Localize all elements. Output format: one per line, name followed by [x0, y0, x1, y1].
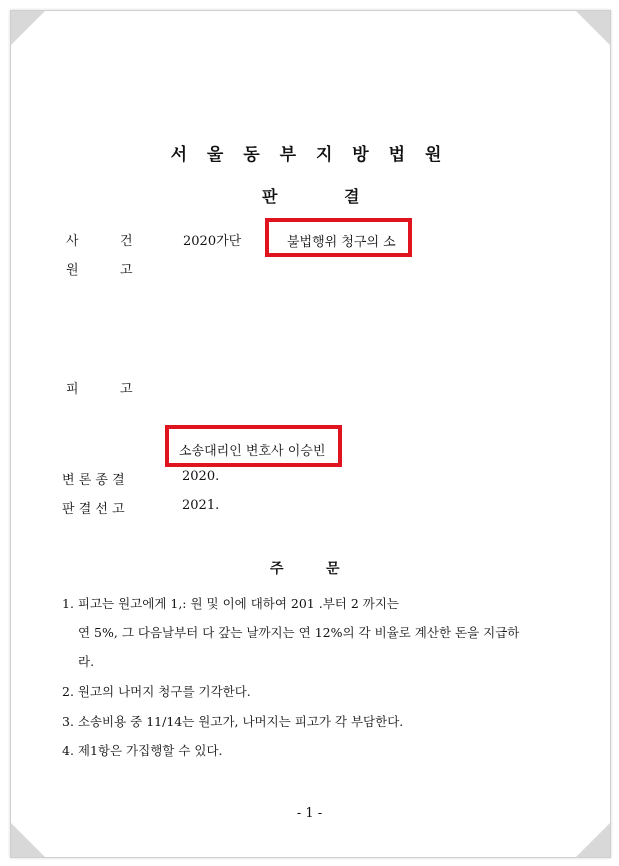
- plaintiff-label-char-1: 원: [66, 263, 79, 278]
- page-corner-fold-top-left: [11, 11, 45, 45]
- order-item-1-cont-2: 라.: [78, 654, 95, 669]
- page-corner-fold-top-right: [576, 11, 610, 45]
- counsel-highlight: [165, 425, 342, 467]
- order-item-1-cont-1: 연 5%, 그 다음날부터 다 갚는 날까지는 연 12%의 각 비율로 계산한 돈을 지급하: [78, 625, 520, 640]
- doc-title-left: 판: [262, 187, 278, 206]
- case-label-char-1: 사: [66, 234, 79, 249]
- order-item-2: 2. 원고의 나머지 청구를 기각한다.: [62, 684, 251, 699]
- verdict-label: 판 결 선 고: [62, 502, 125, 517]
- doc-title-right: 결: [344, 187, 360, 206]
- order-title-right: 문: [326, 561, 340, 577]
- hearing-date: 2020.: [182, 469, 220, 484]
- case-number: 2020가단: [183, 234, 242, 249]
- verdict-date: 2021.: [182, 498, 220, 513]
- page-number: - 1 -: [296, 806, 323, 821]
- page-corner-fold-bottom-right: [576, 823, 610, 857]
- court-name: 서 울 동 부 지 방 법 원: [170, 145, 449, 165]
- page-corner-fold-bottom-left: [11, 823, 45, 857]
- order-title-left: 주: [270, 561, 284, 577]
- order-item-4: 4. 제1항은 가집행할 수 있다.: [62, 743, 223, 758]
- hearing-label: 변 론 종 결: [62, 473, 125, 488]
- case-name: 불법행위 청구의 소: [287, 235, 396, 250]
- plaintiff-label-char-2: 고: [120, 263, 133, 278]
- case-label-char-2: 건: [120, 234, 133, 249]
- order-item-1: 1. 피고는 원고에게 1,: 원 및 이에 대하여 201 .부터 2 까지는: [62, 596, 399, 611]
- order-item-3: 3. 소송비용 중 11/14는 원고가, 나머지는 피고가 각 부담한다.: [62, 714, 404, 729]
- counsel-name: 소송대리인 변호사 이승빈: [179, 444, 326, 459]
- defendant-label-char-2: 고: [120, 382, 133, 397]
- case-name-highlight: [265, 218, 412, 257]
- defendant-label-char-1: 피: [66, 382, 79, 397]
